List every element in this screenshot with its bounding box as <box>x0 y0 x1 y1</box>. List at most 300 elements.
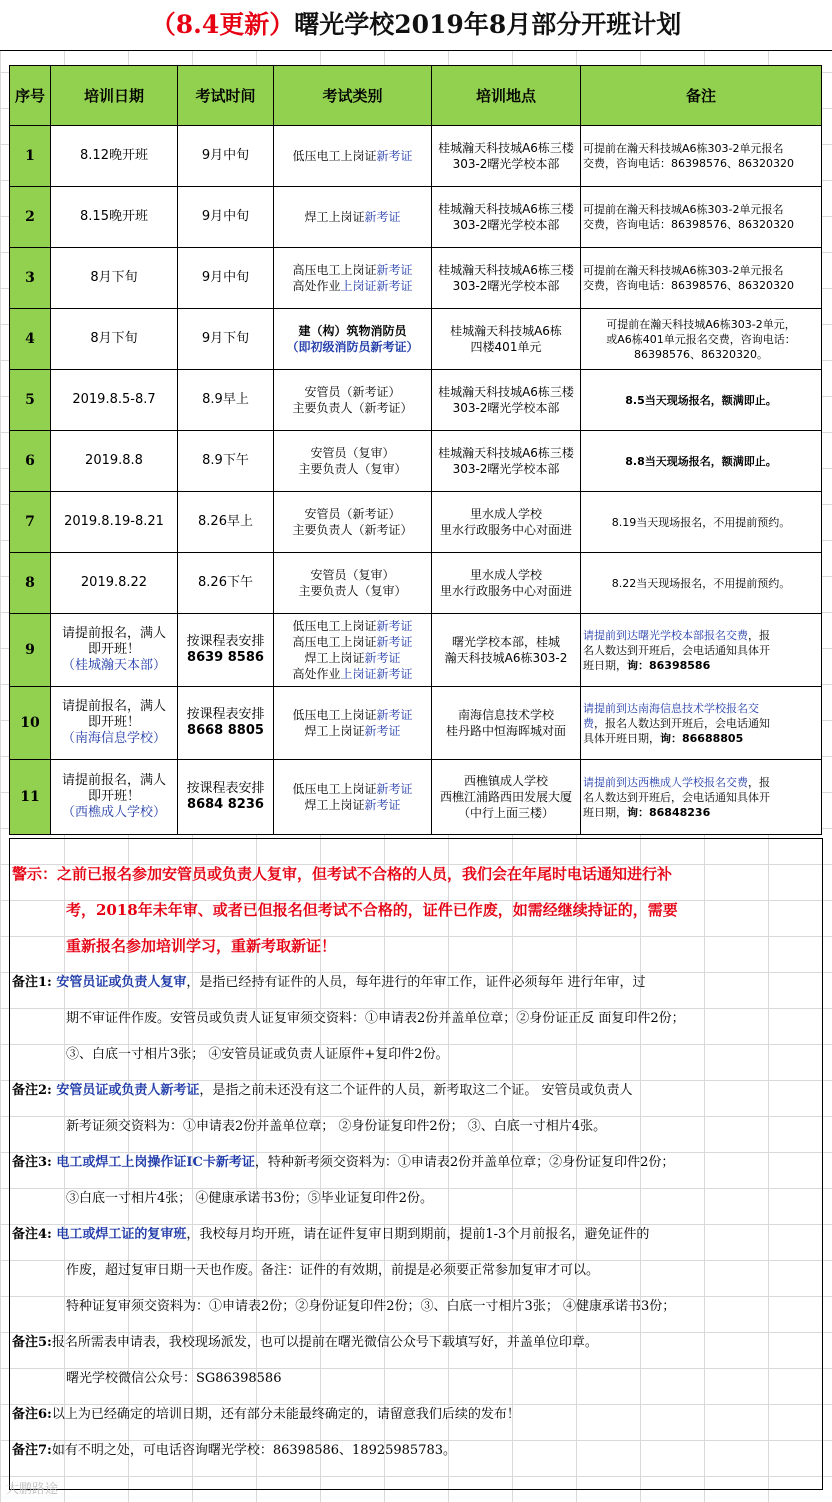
training-location-line <box>434 707 578 723</box>
row-remark-line <box>583 393 819 408</box>
text-segment: 按课程表安排 <box>186 707 265 722</box>
table-row <box>10 309 822 370</box>
exam-type <box>274 126 432 187</box>
text-segment: 8.26下午 <box>198 575 253 590</box>
text-segment: ，报 <box>748 628 770 642</box>
exam-type <box>274 370 432 431</box>
schedule-body <box>10 126 822 835</box>
training-date-line <box>53 715 175 731</box>
training-location-line <box>434 339 578 355</box>
exam-time <box>178 370 274 431</box>
exam-time <box>178 614 274 687</box>
text-segment: 询：86848236 <box>627 805 711 819</box>
text-segment: 303-2曙光学校本部 <box>452 401 560 415</box>
remark-text: ，是指之前未还没有这二个证件的人员，新考取这二个证。 安管员或负责人 <box>199 1083 633 1098</box>
text-segment: 询：86688805 <box>660 731 744 745</box>
training-location <box>432 126 581 187</box>
row-index: 2 <box>10 187 51 248</box>
exam-type-line <box>276 445 429 461</box>
training-date <box>51 370 178 431</box>
exam-type-line <box>276 666 429 682</box>
header-exam-time: 考试时间 <box>178 66 274 126</box>
training-date-line <box>53 392 175 408</box>
remark-label: 备注6: <box>12 1407 52 1422</box>
warning-line <box>12 863 672 884</box>
table-row <box>10 614 822 687</box>
exam-time-line <box>180 797 271 813</box>
training-date <box>51 553 178 614</box>
text-segment: 桂城瀚天科技城A6栋三楼 <box>438 263 574 277</box>
remark-line <box>66 1115 606 1134</box>
row-remark-line <box>583 658 819 673</box>
training-date <box>51 248 178 309</box>
training-date <box>51 187 178 248</box>
remark-label: 备注2: <box>12 1083 52 1098</box>
row-remark-line <box>583 278 819 293</box>
training-date <box>51 431 178 492</box>
text-segment: 上岗证新考证 <box>340 667 413 681</box>
exam-type-line <box>276 339 429 355</box>
row-remark <box>581 309 822 370</box>
training-location-line <box>434 461 578 477</box>
training-location <box>432 614 581 687</box>
row-remark-line <box>583 156 819 171</box>
training-location-line <box>434 506 578 522</box>
text-segment: 2019.8.8 <box>85 453 143 468</box>
text-segment: 西樵江浦路西田发展大厦 <box>439 790 572 804</box>
training-location-line <box>434 805 578 821</box>
exam-type-line <box>276 567 429 583</box>
text-segment: 8668 8805 <box>187 723 264 738</box>
text-segment: 9月下旬 <box>201 331 250 346</box>
text-segment: 安管员（复审） <box>310 446 395 460</box>
text-segment: 按课程表安排 <box>186 634 265 649</box>
text-segment: 高处作业 <box>292 667 341 681</box>
table-row <box>10 760 822 835</box>
remark-line <box>12 1223 649 1242</box>
text-segment: 可提前在瀚天科技城A6栋303-2单元报名 <box>583 142 784 155</box>
training-location-line <box>434 156 578 172</box>
exam-time <box>178 187 274 248</box>
remark-text: 如有不明之处，可电话咨询曙光学校：86398586、18925985783。 <box>51 1443 457 1458</box>
exam-type <box>274 687 432 760</box>
training-location-line <box>434 140 578 156</box>
training-date-line <box>53 148 175 164</box>
text-segment: 9月中旬 <box>201 148 250 163</box>
text-segment: 上岗证新考证 <box>340 279 413 293</box>
exam-time-line <box>180 148 271 164</box>
row-remark <box>581 126 822 187</box>
page-title <box>0 0 832 51</box>
exam-type-line <box>276 583 429 599</box>
remark-label: 备注5: <box>12 1335 52 1350</box>
title-update-tag: （8.4更新） <box>150 10 295 39</box>
exam-time-line <box>180 514 271 530</box>
exam-type-line <box>276 707 429 723</box>
exam-time-line <box>180 575 271 591</box>
training-location-line <box>434 217 578 233</box>
row-remark-line <box>583 202 819 217</box>
table-row <box>10 126 822 187</box>
header-date: 培训日期 <box>51 66 178 126</box>
row-index: 6 <box>10 431 51 492</box>
remark-continuation: 特种证复审须交资料为：①申请表2份；②身份证复印件2份；③、白底一寸相片3张； ④健康承诺书3份； <box>66 1299 676 1314</box>
text-segment: 新考证 <box>364 798 401 812</box>
text-segment: 新考证 <box>376 619 413 633</box>
title-main: 曙光学校2019年8月部分开班计划 <box>294 10 682 39</box>
training-location-line <box>434 789 578 805</box>
row-remark-line <box>583 515 819 530</box>
training-date <box>51 760 178 835</box>
training-date-line <box>53 789 175 805</box>
remark-line <box>12 1331 598 1350</box>
text-segment: 桂丹路中恒海晖城对面 <box>445 724 566 738</box>
row-remark <box>581 760 822 835</box>
exam-time-line <box>180 634 271 650</box>
remark-line <box>66 1187 433 1206</box>
text-segment: （中行上面三楼） <box>457 806 554 820</box>
exam-time <box>178 126 274 187</box>
training-date-line <box>53 626 175 642</box>
exam-type-line <box>276 781 429 797</box>
row-index: 10 <box>10 687 51 760</box>
remark-highlight: 安管员证或负责人复审 <box>51 975 187 990</box>
exam-time <box>178 760 274 835</box>
remark-text: 报名所需表申请表，我校现场派发，也可以提前在曙光微信公众号下载填写好，并盖单位印章。 <box>51 1335 598 1350</box>
training-location <box>432 687 581 760</box>
text-segment: 曙光学校本部，桂城 <box>451 635 560 649</box>
text-segment: （南海信息学校） <box>61 731 166 746</box>
watermark: 大鹏路途 <box>6 1482 59 1497</box>
exam-type <box>274 614 432 687</box>
training-date-line <box>53 773 175 789</box>
row-remark <box>581 492 822 553</box>
text-segment: 新考证 <box>376 782 413 796</box>
table-row <box>10 248 822 309</box>
text-segment: 303-2曙光学校本部 <box>452 279 560 293</box>
text-segment: 新考证 <box>376 149 413 163</box>
text-segment: 主要负责人（新考证） <box>292 523 413 537</box>
training-date <box>51 614 178 687</box>
row-remark-line <box>583 317 819 332</box>
row-remark-line <box>583 263 819 278</box>
text-segment: 8.19当天现场报名，不用提前预约。 <box>611 515 791 529</box>
warning-text: 重新报名参加培训学习，重新考取新证！ <box>66 937 337 955</box>
training-date-line <box>53 575 175 591</box>
text-segment: 低压电工上岗证 <box>292 708 377 722</box>
row-remark <box>581 553 822 614</box>
text-segment: 即开班！ <box>87 789 140 804</box>
table-row <box>10 492 822 553</box>
text-segment: 86398576、86320320。 <box>634 347 768 361</box>
text-segment: 焊工上岗证 <box>304 798 365 812</box>
text-segment: 瀚天科技城A6栋303-2 <box>444 651 568 665</box>
remark-label: 备注7: <box>12 1443 52 1458</box>
remark-text: ，我校每月均开班，请在证件复审日期到期前，提前1-3个月前报名，避免证件的 <box>186 1227 650 1242</box>
exam-time-line <box>180 209 271 225</box>
text-segment: 焊工上岗证 <box>304 724 365 738</box>
text-segment: 或A6栋401单元报名交费，咨询电话： <box>606 332 796 346</box>
text-segment: 按课程表安排 <box>186 781 265 796</box>
training-date-line <box>53 270 175 286</box>
text-segment: 即开班！ <box>87 715 140 730</box>
remark-continuation: 新考证须交资料为：①申请表2份并盖单位章； ②身份证复印件2份； ③、白底一寸相片4张。 <box>66 1119 607 1134</box>
text-segment: 请提前报名，满人 <box>61 699 166 714</box>
row-remark-line <box>583 716 819 731</box>
exam-time-line <box>180 331 271 347</box>
remark-line <box>12 1151 674 1170</box>
text-segment: 桂城瀚天科技城A6栋三楼 <box>438 141 574 155</box>
text-segment: 8月下旬 <box>90 331 138 346</box>
text-segment: 桂城瀚天科技城A6栋 <box>450 324 562 338</box>
remark-line <box>66 1259 599 1278</box>
text-segment: 8684 8236 <box>187 797 264 812</box>
text-segment: 8.26早上 <box>198 514 253 529</box>
training-location-line <box>434 201 578 217</box>
remark-text: ，是指已经持有证件的人员，每年进行的年审工作，证件必须每年 进行年审，过 <box>186 975 646 990</box>
text-segment: 新考证 <box>364 724 401 738</box>
training-location-line <box>434 773 578 789</box>
text-segment: 8.9早上 <box>202 392 249 407</box>
training-location-line <box>434 278 578 294</box>
training-date-line <box>53 209 175 225</box>
warning-line <box>66 935 336 956</box>
training-location-line <box>434 400 578 416</box>
exam-type-line <box>276 723 429 739</box>
row-remark-line <box>583 643 819 658</box>
row-index: 5 <box>10 370 51 431</box>
text-segment: 可提前在瀚天科技城A6栋303-2单元， <box>606 317 796 331</box>
training-date <box>51 126 178 187</box>
exam-time-line <box>180 781 271 797</box>
text-segment: 9月中旬 <box>201 209 250 224</box>
training-date <box>51 687 178 760</box>
text-segment: （桂城瀚天本部） <box>61 658 166 673</box>
remark-continuation: ③白底一寸相片4张； ④健康承诺书3份；⑤毕业证复印件2份。 <box>66 1191 433 1206</box>
row-remark <box>581 687 822 760</box>
training-date <box>51 309 178 370</box>
remark-line <box>12 1403 520 1422</box>
remark-continuation: 作废，超过复审日期一天也作废。备注：证件的有效期，前提是必须要正常参加复审才可以。 <box>66 1263 600 1278</box>
remark-text: 以上为已经确定的培训日期，还有部分未能最终确定的，请留意我们后续的发布！ <box>51 1407 520 1422</box>
remark-line <box>66 1295 675 1314</box>
text-segment: 2019.8.5-8.7 <box>72 392 156 407</box>
text-segment: 具体开班日期， <box>583 731 660 745</box>
text-segment: 焊工上岗证 <box>304 210 365 224</box>
text-segment: 8639 8586 <box>187 650 264 665</box>
text-segment: 303-2曙光学校本部 <box>452 218 560 232</box>
remark-line <box>12 1439 456 1458</box>
remark-continuation: 期不审证件作废。安管员或负责人证复审须交资料：①申请表2份并盖单位章；②身份证正反 面复印件2份； <box>66 1011 685 1026</box>
remark-line <box>66 1007 685 1026</box>
row-remark <box>581 370 822 431</box>
exam-type-line <box>276 650 429 666</box>
remark-label: 备注3: <box>12 1155 52 1170</box>
exam-type <box>274 187 432 248</box>
training-date-line <box>53 658 175 674</box>
table-row <box>10 553 822 614</box>
exam-time-line <box>180 392 271 408</box>
row-remark-line <box>583 217 819 232</box>
remark-continuation: 曙光学校微信公众号：SG86398586 <box>66 1371 282 1386</box>
training-location-line <box>434 567 578 583</box>
training-location-line <box>434 723 578 739</box>
remark-line <box>12 1079 633 1098</box>
training-date-line <box>53 642 175 658</box>
text-segment: 交费，咨询电话：86398576、86320320 <box>583 157 794 170</box>
exam-type-line <box>276 278 429 294</box>
text-segment: 新考证 <box>376 635 413 649</box>
table-row <box>10 431 822 492</box>
text-segment: ，报 <box>748 775 770 789</box>
training-location-line <box>434 634 578 650</box>
row-remark-line <box>583 805 819 820</box>
row-index: 3 <box>10 248 51 309</box>
row-remark-line <box>583 332 819 347</box>
row-index: 7 <box>10 492 51 553</box>
exam-type-line <box>276 797 429 813</box>
training-location-line <box>434 650 578 666</box>
row-remark <box>581 614 822 687</box>
header-location: 培训地点 <box>432 66 581 126</box>
text-segment: 里水行政服务中心对面进 <box>439 584 572 598</box>
exam-type-line <box>276 506 429 522</box>
text-segment: 可提前在瀚天科技城A6栋303-2单元报名 <box>583 264 784 277</box>
row-remark-line <box>583 731 819 746</box>
exam-time <box>178 248 274 309</box>
text-segment: 可提前在瀚天科技城A6栋303-2单元报名 <box>583 203 784 216</box>
text-segment: 8.5当天现场报名，额满即止。 <box>625 393 777 407</box>
training-location-line <box>434 445 578 461</box>
text-segment: 低压电工上岗证 <box>292 782 377 796</box>
training-location <box>432 553 581 614</box>
row-index: 4 <box>10 309 51 370</box>
text-segment: 8.12晚开班 <box>80 148 148 163</box>
training-location <box>432 187 581 248</box>
exam-time <box>178 309 274 370</box>
text-segment: 南海信息技术学校 <box>457 708 554 722</box>
exam-time <box>178 687 274 760</box>
row-remark-line <box>583 628 819 643</box>
exam-time-line <box>180 453 271 469</box>
text-segment: 里水行政服务中心对面进 <box>439 523 572 537</box>
text-segment: 请提前到达西樵成人学校报名交费 <box>583 775 748 789</box>
exam-type-line <box>276 522 429 538</box>
text-segment: 低压电工上岗证 <box>292 619 377 633</box>
exam-type-line <box>276 618 429 634</box>
row-index: 1 <box>10 126 51 187</box>
warning-line <box>66 899 678 920</box>
remark-line <box>66 1043 449 1062</box>
remark-label: 备注4: <box>12 1227 52 1242</box>
text-segment: 交费，咨询电话：86398576、86320320 <box>583 218 794 231</box>
row-remark-line <box>583 576 819 591</box>
exam-time <box>178 492 274 553</box>
exam-type-line <box>276 461 429 477</box>
remark-text: ，特种新考须交资料为：①申请表2份并盖单位章；②身份证复印件2份； <box>254 1155 675 1170</box>
text-segment: （即初级消防员新考证） <box>286 340 419 354</box>
text-segment: 里水成人学校 <box>469 507 542 521</box>
training-location <box>432 370 581 431</box>
text-segment: 主要负责人（新考证） <box>292 401 413 415</box>
text-segment: 请提前到达南海信息技术学校报名交 <box>583 701 759 715</box>
row-remark-line <box>583 141 819 156</box>
text-segment: 新考证 <box>364 210 401 224</box>
table-row <box>10 187 822 248</box>
row-remark-line <box>583 775 819 790</box>
exam-type <box>274 431 432 492</box>
text-segment: 新考证 <box>364 651 401 665</box>
training-date <box>51 492 178 553</box>
text-segment: 低压电工上岗证 <box>292 149 377 163</box>
text-segment: 2019.8.22 <box>80 575 148 590</box>
training-date-line <box>53 453 175 469</box>
training-date-line <box>53 514 175 530</box>
text-segment: 请提前报名，满人 <box>61 626 166 641</box>
training-location <box>432 492 581 553</box>
text-segment: ，报名人数达到开班后，会电话通知 <box>594 716 770 730</box>
text-segment: 安管员（复审） <box>310 568 395 582</box>
text-segment: 8.9下午 <box>202 453 249 468</box>
training-location-line <box>434 384 578 400</box>
training-date-line <box>53 331 175 347</box>
text-segment: 询：86398586 <box>627 658 711 672</box>
text-segment: 焊工上岗证 <box>304 651 365 665</box>
remark-label: 备注1: <box>12 975 52 990</box>
training-location-line <box>434 522 578 538</box>
remark-line <box>66 1367 281 1386</box>
text-segment: 主要负责人（复审） <box>298 584 407 598</box>
training-location-line <box>434 583 578 599</box>
text-segment: 建（构）筑物消防员 <box>298 324 407 338</box>
training-location <box>432 431 581 492</box>
exam-type <box>274 248 432 309</box>
exam-type-line <box>276 323 429 339</box>
exam-time-line <box>180 707 271 723</box>
text-segment: 班日期， <box>583 805 627 819</box>
text-segment: 2019.8.19-8.21 <box>64 514 164 529</box>
warning-text: 警示：之前已报名参加安管员或负责人复审，但考试不合格的人员，我们会在年尾时电话通知进行补 <box>12 865 673 883</box>
text-segment: 安管员（新考证） <box>304 507 401 521</box>
table-row <box>10 370 822 431</box>
exam-type-line <box>276 634 429 650</box>
exam-time-line <box>180 650 271 666</box>
exam-time <box>178 553 274 614</box>
remark-highlight: 安管员证或负责人新考证 <box>51 1083 200 1098</box>
row-index: 11 <box>10 760 51 835</box>
text-segment: 即开班！ <box>87 642 140 657</box>
text-segment: 四楼401单元 <box>470 340 542 354</box>
row-index: 9 <box>10 614 51 687</box>
text-segment: 安管员（新考证） <box>304 385 401 399</box>
text-segment: 请提前报名，满人 <box>61 773 166 788</box>
row-remark <box>581 187 822 248</box>
text-segment: 里水成人学校 <box>469 568 542 582</box>
header-exam-type: 考试类别 <box>274 66 432 126</box>
row-remark-line <box>583 347 819 362</box>
exam-type-line <box>276 148 429 164</box>
exam-time-line <box>180 270 271 286</box>
row-index: 8 <box>10 553 51 614</box>
text-segment: 班日期， <box>583 658 627 672</box>
training-date-line <box>53 699 175 715</box>
text-segment: 请提前到达曙光学校本部报名交费 <box>583 628 748 642</box>
training-location <box>432 760 581 835</box>
text-segment: 8.15晚开班 <box>80 209 148 224</box>
remark-highlight: 电工或焊工上岗操作证IC卡新考证 <box>51 1155 255 1170</box>
exam-type <box>274 553 432 614</box>
header-index: 序号 <box>10 66 51 126</box>
